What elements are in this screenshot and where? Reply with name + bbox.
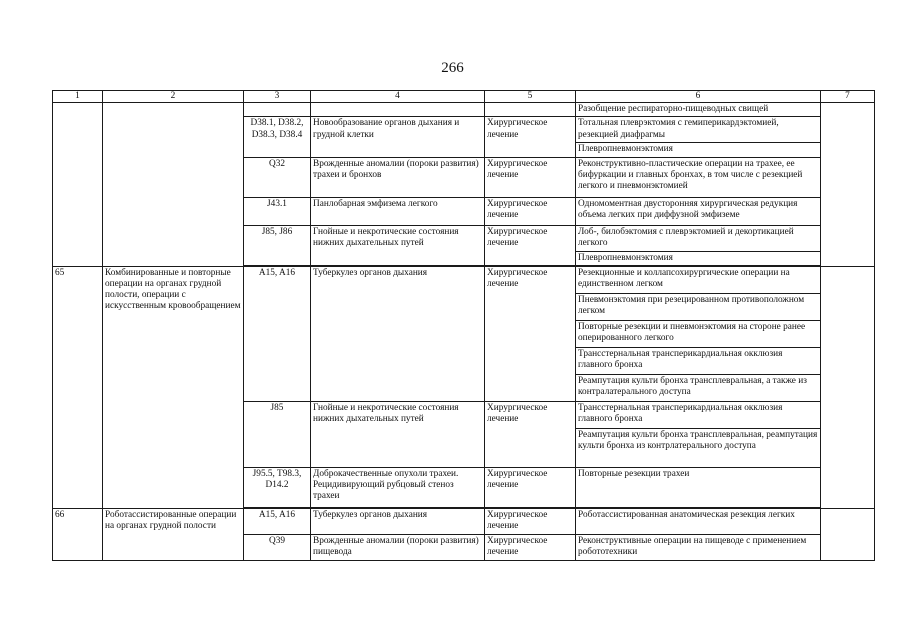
code-cell: J95.5, T98.3, D14.2: [244, 467, 311, 507]
disease-cell: Гнойные и некротические состояния нижних дыхательных путей: [311, 225, 485, 265]
method-cell: Резекционные и коллапсохирургические операции на единственном легком: [576, 266, 821, 293]
disease-cell: Гнойные и некротические состояния нижних дыхательных путей: [311, 401, 485, 467]
header-cell: 4: [311, 91, 485, 103]
code-cell: D38.1, D38.2, D38.3, D38.4: [244, 117, 311, 157]
method-cell: Одномоментная двусторонняя хирургическая редукция объема легких при диффузной эмфиземе: [576, 197, 821, 225]
method-cell: Повторные резекции и пневмонэктомия на стороне ранее оперированного легкого: [576, 320, 821, 347]
code-cell: Q32: [244, 157, 311, 197]
treatment-cell: Хирургическое лечение: [485, 401, 576, 467]
method-cell: Разобщение респираторно-пищеводных свищей: [576, 103, 821, 117]
disease-cell: Туберкулез органов дыхания: [311, 508, 485, 534]
treatment-cell: Хирургическое лечение: [485, 534, 576, 560]
medical-procedures-table: [52, 90, 875, 561]
disease-cell: Врожденные аномалии (пороки развития) трахеи и бронхов: [311, 157, 485, 197]
code-cell: Q39: [244, 534, 311, 560]
method-cell: Реконструктивные операции на пищеводе с применением робототехники: [576, 534, 821, 560]
disease-cell: Панлобарная эмфизема легкого: [311, 197, 485, 225]
header-cell: 1: [53, 91, 103, 103]
treatment-cell: Хирургическое лечение: [485, 117, 576, 157]
note-cell: [821, 508, 875, 560]
treatment-cell: Хирургическое лечение: [485, 197, 576, 225]
procedure-group-name: Комбинированные и повторные операции на органах грудной полости, операции с искусственным кровообращением: [103, 266, 244, 508]
cont-num-cell: [53, 103, 103, 267]
cont-note-cell: [821, 103, 875, 267]
header-cell: 2: [103, 91, 244, 103]
table-row: [53, 508, 875, 534]
code-cell: J43.1: [244, 197, 311, 225]
row-number: 66: [53, 508, 103, 560]
row-number: 65: [53, 266, 103, 508]
procedure-group-name: Роботассистированные операции на органах грудной полости: [103, 508, 244, 560]
treatment-cell: Хирургическое лечение: [485, 508, 576, 534]
table-row: [53, 103, 875, 117]
header-cell: 6: [576, 91, 821, 103]
method-cell: Трансстернальная трансперикардиальная окклюзия главного бронха: [576, 347, 821, 374]
page-number: 266: [441, 60, 464, 76]
method-cell: Тотальная плеврэктомия с гемиперикардэктомией, резекцией диафрагмы: [576, 117, 821, 143]
table-row: [53, 266, 875, 293]
code-cell: J85, J86: [244, 225, 311, 265]
method-cell: Лоб-, билобэктомия с плеврэктомией и декортикацией легкого: [576, 225, 821, 251]
disease-cell: Новообразование органов дыхания и грудной клетки: [311, 117, 485, 157]
method-cell: Плевропневмонэктомия: [576, 251, 821, 265]
method-cell: Роботассистированная анатомическая резекция легких: [576, 508, 821, 534]
note-cell: [821, 266, 875, 508]
header-cell: 7: [821, 91, 875, 103]
cont-code-cell: [244, 103, 311, 117]
method-cell: Трансстернальная трансперикардиальная окклюзия главного бронха: [576, 401, 821, 428]
treatment-cell: Хирургическое лечение: [485, 467, 576, 507]
treatment-cell: Хирургическое лечение: [485, 157, 576, 197]
code-cell: A15, A16: [244, 508, 311, 534]
treatment-cell: Хирургическое лечение: [485, 266, 576, 401]
cont-disease-cell: [311, 103, 485, 117]
method-cell: Реконструктивно-пластические операции на трахее, ее бифуркации и главных бронхах, в том числе с резекцией легкого и пневмонэктомией: [576, 157, 821, 197]
treatment-cell: Хирургическое лечение: [485, 225, 576, 265]
disease-cell: Врожденные аномалии (пороки развития) пищевода: [311, 534, 485, 560]
header-cell: 5: [485, 91, 576, 103]
code-cell: J85: [244, 401, 311, 467]
method-cell: Реампутация культи бронха трансплевральная, реампутация культи бронха из контрлатерального доступа: [576, 428, 821, 467]
disease-cell: Туберкулез органов дыхания: [311, 266, 485, 401]
method-cell: Плевропневмонэктомия: [576, 143, 821, 157]
method-cell: Реампутация культи бронха трансплевральная, а также из контралатерального доступа: [576, 374, 821, 401]
cont-name-cell: [103, 103, 244, 267]
code-cell: A15, A16: [244, 266, 311, 401]
header-cell: 3: [244, 91, 311, 103]
cont-treatment-cell: [485, 103, 576, 117]
method-cell: Пневмонэктомия при резецированном противоположном легком: [576, 293, 821, 320]
method-cell: Повторные резекции трахеи: [576, 467, 821, 507]
table-header-row: [53, 91, 875, 103]
disease-cell: Доброкачественные опухоли трахеи. Рецидивирующий рубцовый стеноз трахеи: [311, 467, 485, 507]
